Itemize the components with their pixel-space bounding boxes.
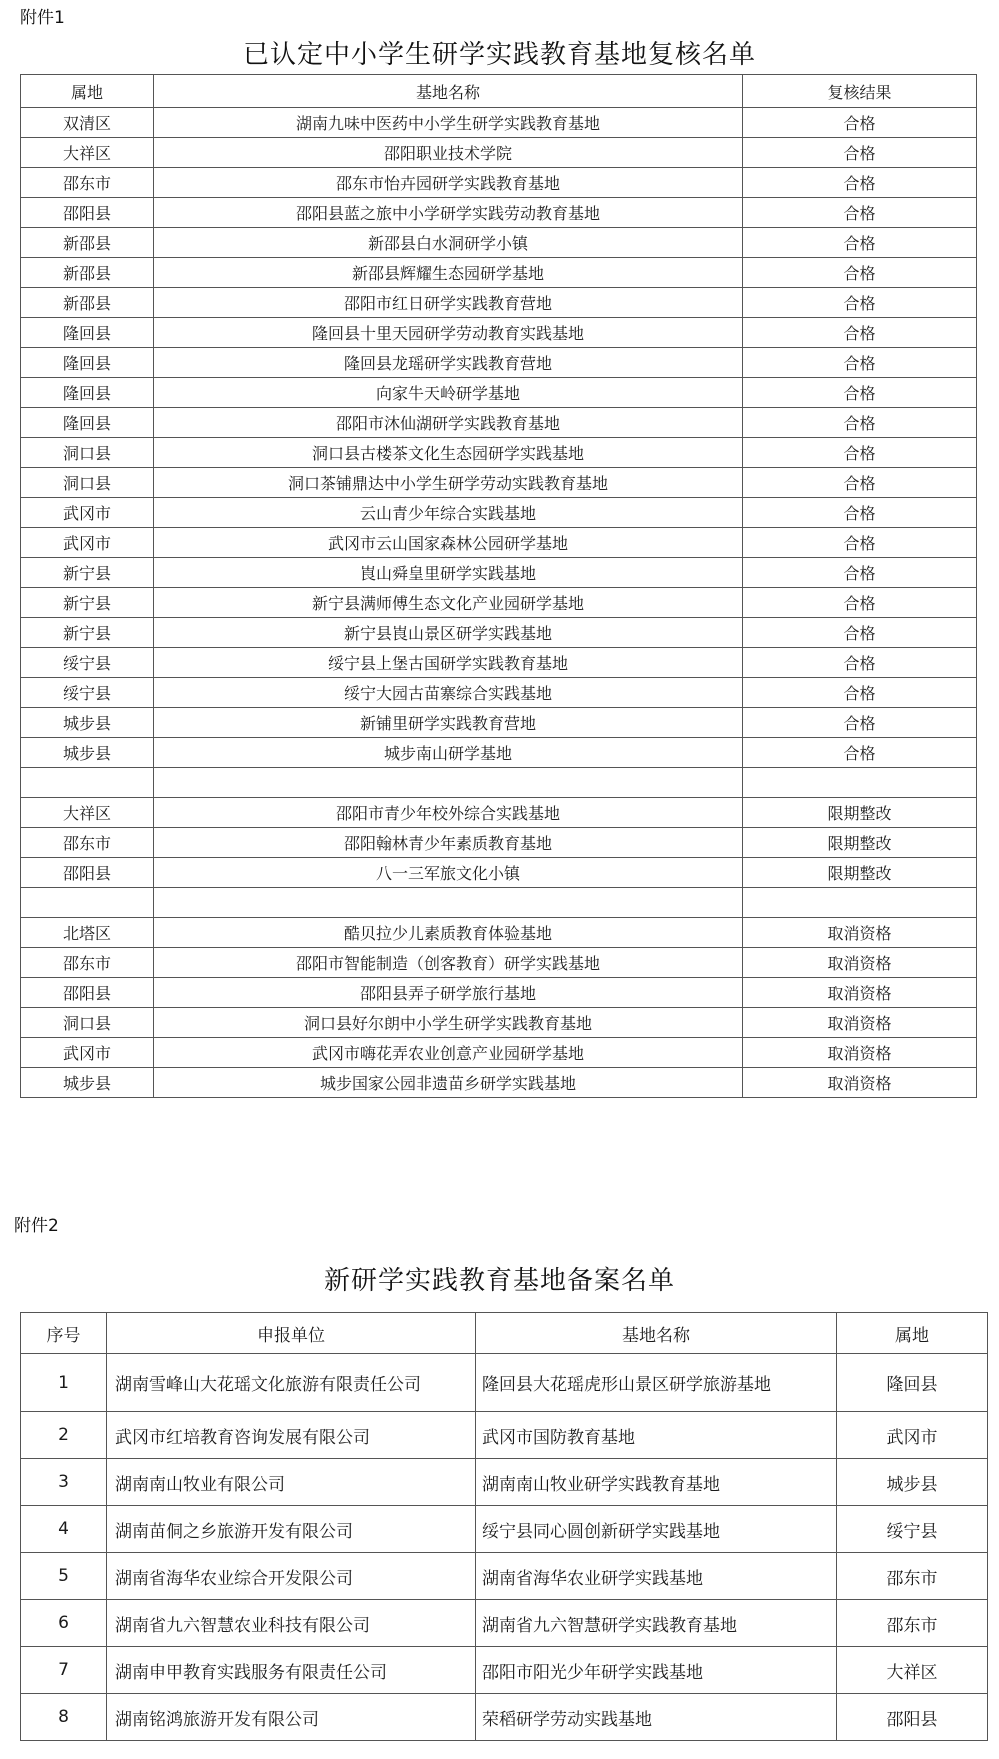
applicant-cell: 武冈市红培教育咨询发展有限公司 — [107, 1412, 476, 1459]
base-name-cell: 武冈市国防教育基地 — [476, 1412, 837, 1459]
review-result-cell: 合格 — [743, 318, 977, 348]
table-row — [21, 1008, 977, 1038]
table-row — [21, 1600, 988, 1647]
base-name-cell: 武冈市嗨花弄农业创意产业园研学基地 — [154, 1038, 743, 1068]
base-name-cell: 城步南山研学基地 — [154, 738, 743, 768]
base-name-cell: 武冈市云山国家森林公园研学基地 — [154, 528, 743, 558]
review-result-cell: 合格 — [743, 558, 977, 588]
region-cell: 新宁县 — [21, 618, 154, 648]
base-name-cell: 新宁县崀山景区研学实践基地 — [154, 618, 743, 648]
region-cell: 邵阳县 — [21, 198, 154, 228]
base-name-cell: 城步国家公园非遗苗乡研学实践基地 — [154, 1068, 743, 1098]
new-filing-list-table — [20, 1312, 988, 1741]
table-row — [21, 348, 977, 378]
base-name-cell: 隆回县龙瑶研学实践教育营地 — [154, 348, 743, 378]
base-name-cell: 酷贝拉少儿素质教育体验基地 — [154, 918, 743, 948]
region-cell: 双清区 — [21, 108, 154, 138]
review-result-cell: 合格 — [743, 468, 977, 498]
region-cell: 邵阳县 — [21, 858, 154, 888]
table-header-row — [21, 75, 977, 108]
base-name-cell: 湖南省海华农业研学实践基地 — [476, 1553, 837, 1600]
table-row — [21, 1694, 988, 1741]
table-row — [21, 888, 977, 918]
review-result-cell — [743, 768, 977, 798]
review-result-cell: 合格 — [743, 408, 977, 438]
region-cell: 绥宁县 — [21, 648, 154, 678]
table-row — [21, 978, 977, 1008]
base-name-cell: 邵阳县蓝之旅中小学研学实践劳动教育基地 — [154, 198, 743, 228]
base-name-cell: 新邵县白水洞研学小镇 — [154, 228, 743, 258]
table-row — [21, 738, 977, 768]
serial-cell: 7 — [21, 1647, 107, 1694]
review-result-cell: 合格 — [743, 528, 977, 558]
base-name-cell: 邵阳市沐仙湖研学实践教育基地 — [154, 408, 743, 438]
table-row — [21, 1553, 988, 1600]
table-row — [21, 498, 977, 528]
base-name-cell: 邵阳市红日研学实践教育营地 — [154, 288, 743, 318]
table-row — [21, 588, 977, 618]
table-header-row — [21, 1313, 988, 1354]
base-name-cell — [154, 768, 743, 798]
table-row — [21, 198, 977, 228]
applicant-cell: 湖南省九六智慧农业科技有限公司 — [107, 1600, 476, 1647]
table-row — [21, 168, 977, 198]
review-result-cell: 取消资格 — [743, 948, 977, 978]
review-result-cell: 合格 — [743, 738, 977, 768]
base-name-cell: 绥宁大园古苗寨综合实践基地 — [154, 678, 743, 708]
table-row — [21, 948, 977, 978]
region-cell: 新邵县 — [21, 228, 154, 258]
base-name-cell: 洞口县好尔朗中小学生研学实践教育基地 — [154, 1008, 743, 1038]
column-header-applicant: 申报单位 — [107, 1313, 476, 1354]
region-cell: 洞口县 — [21, 1008, 154, 1038]
region-cell: 隆回县 — [21, 408, 154, 438]
table-row — [21, 768, 977, 798]
table-row — [21, 468, 977, 498]
review-result-cell: 合格 — [743, 198, 977, 228]
review-result-cell: 取消资格 — [743, 1008, 977, 1038]
region-cell: 新宁县 — [21, 588, 154, 618]
region-cell: 北塔区 — [21, 918, 154, 948]
serial-cell: 4 — [21, 1506, 107, 1553]
base-name-cell: 隆回县十里天园研学劳动教育实践基地 — [154, 318, 743, 348]
table-row — [21, 678, 977, 708]
region-cell: 新邵县 — [21, 288, 154, 318]
column-header-review-result: 复核结果 — [743, 75, 977, 108]
region-cell: 城步县 — [21, 708, 154, 738]
review-result-cell: 限期整改 — [743, 858, 977, 888]
base-name-cell: 绥宁县同心圆创新研学实践基地 — [476, 1506, 837, 1553]
applicant-cell: 湖南雪峰山大花瑶文化旅游有限责任公司 — [107, 1354, 476, 1412]
serial-cell: 2 — [21, 1412, 107, 1459]
region-cell: 武冈市 — [21, 528, 154, 558]
table-row — [21, 708, 977, 738]
region-cell: 隆回县 — [837, 1354, 988, 1412]
region-cell: 邵阳县 — [837, 1694, 988, 1741]
applicant-cell: 湖南省海华农业综合开发限公司 — [107, 1553, 476, 1600]
region-cell: 新邵县 — [21, 258, 154, 288]
table-row — [21, 108, 977, 138]
region-cell: 邵东市 — [21, 828, 154, 858]
table-row — [21, 1459, 988, 1506]
table-row — [21, 798, 977, 828]
review-result-cell: 合格 — [743, 168, 977, 198]
review-result-cell: 合格 — [743, 108, 977, 138]
table-row — [21, 138, 977, 168]
region-cell: 绥宁县 — [21, 678, 154, 708]
review-result-cell: 合格 — [743, 228, 977, 258]
base-name-cell: 八一三军旅文化小镇 — [154, 858, 743, 888]
base-name-cell: 崀山舜皇里研学实践基地 — [154, 558, 743, 588]
review-result-cell: 合格 — [743, 378, 977, 408]
table-row — [21, 648, 977, 678]
serial-cell: 1 — [21, 1354, 107, 1412]
region-cell: 大祥区 — [837, 1647, 988, 1694]
column-header-region: 属地 — [21, 75, 154, 108]
review-list-table — [20, 74, 977, 1098]
table-row — [21, 858, 977, 888]
applicant-cell: 湖南申甲教育实践服务有限责任公司 — [107, 1647, 476, 1694]
region-cell: 城步县 — [21, 1068, 154, 1098]
region-cell: 邵东市 — [837, 1600, 988, 1647]
table-row — [21, 1412, 988, 1459]
review-result-cell: 取消资格 — [743, 1038, 977, 1068]
base-name-cell: 邵东市怡卉园研学实践教育基地 — [154, 168, 743, 198]
table-row — [21, 408, 977, 438]
region-cell: 武冈市 — [837, 1412, 988, 1459]
review-result-cell: 取消资格 — [743, 918, 977, 948]
attachment-2-title: 新研学实践教育基地备案名单 — [323, 1266, 675, 1296]
region-cell: 邵阳县 — [21, 978, 154, 1008]
region-cell: 城步县 — [837, 1459, 988, 1506]
base-name-cell: 湖南省九六智慧研学实践教育基地 — [476, 1600, 837, 1647]
region-cell: 隆回县 — [21, 318, 154, 348]
table-row — [21, 288, 977, 318]
base-name-cell: 隆回县大花瑶虎形山景区研学旅游基地 — [476, 1354, 837, 1412]
serial-cell: 5 — [21, 1553, 107, 1600]
base-name-cell: 云山青少年综合实践基地 — [154, 498, 743, 528]
review-result-cell: 合格 — [743, 618, 977, 648]
table-row — [21, 918, 977, 948]
review-result-cell: 合格 — [743, 708, 977, 738]
table-row — [21, 558, 977, 588]
review-result-cell: 合格 — [743, 348, 977, 378]
region-cell: 武冈市 — [21, 1038, 154, 1068]
region-cell: 绥宁县 — [837, 1506, 988, 1553]
table-row — [21, 1647, 988, 1694]
base-name-cell: 新邵县辉耀生态园研学基地 — [154, 258, 743, 288]
applicant-cell: 湖南苗侗之乡旅游开发有限公司 — [107, 1506, 476, 1553]
base-name-cell: 荣稻研学劳动实践基地 — [476, 1694, 837, 1741]
review-result-cell: 合格 — [743, 438, 977, 468]
review-result-cell: 合格 — [743, 138, 977, 168]
table-row — [21, 378, 977, 408]
table-row — [21, 618, 977, 648]
region-cell — [21, 768, 154, 798]
serial-cell: 6 — [21, 1600, 107, 1647]
base-name-cell: 邵阳县弄子研学旅行基地 — [154, 978, 743, 1008]
base-name-cell: 洞口县古楼茶文化生态园研学实践基地 — [154, 438, 743, 468]
base-name-cell: 邵阳市智能制造（创客教育）研学实践基地 — [154, 948, 743, 978]
base-name-cell: 邵阳市阳光少年研学实践基地 — [476, 1647, 837, 1694]
attachment-1-title: 已认定中小学生研学实践教育基地复核名单 — [242, 40, 756, 70]
applicant-cell: 湖南铭鸿旅游开发有限公司 — [107, 1694, 476, 1741]
base-name-cell: 新铺里研学实践教育营地 — [154, 708, 743, 738]
review-result-cell: 合格 — [743, 648, 977, 678]
region-cell: 武冈市 — [21, 498, 154, 528]
region-cell: 大祥区 — [21, 138, 154, 168]
base-name-cell: 绥宁县上堡古国研学实践教育基地 — [154, 648, 743, 678]
table-row — [21, 258, 977, 288]
column-header-base-name: 基地名称 — [476, 1313, 837, 1354]
base-name-cell: 向家牛天岭研学基地 — [154, 378, 743, 408]
region-cell: 隆回县 — [21, 348, 154, 378]
region-cell: 邵东市 — [21, 168, 154, 198]
table-row — [21, 528, 977, 558]
region-cell — [21, 888, 154, 918]
column-header-base-name: 基地名称 — [154, 75, 743, 108]
base-name-cell — [154, 888, 743, 918]
review-result-cell: 取消资格 — [743, 1068, 977, 1098]
base-name-cell: 湖南九味中医药中小学生研学实践教育基地 — [154, 108, 743, 138]
review-result-cell: 合格 — [743, 288, 977, 318]
region-cell: 城步县 — [21, 738, 154, 768]
region-cell: 大祥区 — [21, 798, 154, 828]
review-result-cell: 合格 — [743, 588, 977, 618]
table-row — [21, 1038, 977, 1068]
base-name-cell: 邵阳市青少年校外综合实践基地 — [154, 798, 743, 828]
base-name-cell: 洞口茶铺鼎达中小学生研学劳动实践教育基地 — [154, 468, 743, 498]
table-row — [21, 438, 977, 468]
table-row — [21, 318, 977, 348]
serial-cell: 8 — [21, 1694, 107, 1741]
table-row — [21, 228, 977, 258]
region-cell: 邵东市 — [837, 1553, 988, 1600]
column-header-serial: 序号 — [21, 1313, 107, 1354]
review-result-cell: 合格 — [743, 258, 977, 288]
region-cell: 邵东市 — [21, 948, 154, 978]
review-result-cell: 取消资格 — [743, 978, 977, 1008]
review-result-cell: 合格 — [743, 678, 977, 708]
table-row — [21, 828, 977, 858]
review-result-cell: 合格 — [743, 498, 977, 528]
base-name-cell: 邵阳职业技术学院 — [154, 138, 743, 168]
region-cell: 隆回县 — [21, 378, 154, 408]
applicant-cell: 湖南南山牧业有限公司 — [107, 1459, 476, 1506]
column-header-region: 属地 — [837, 1313, 988, 1354]
review-result-cell: 限期整改 — [743, 798, 977, 828]
review-result-cell: 限期整改 — [743, 828, 977, 858]
attachment-1-label: 附件1 — [20, 8, 65, 28]
region-cell: 新宁县 — [21, 558, 154, 588]
base-name-cell: 湖南南山牧业研学实践教育基地 — [476, 1459, 837, 1506]
serial-cell: 3 — [21, 1459, 107, 1506]
review-result-cell — [743, 888, 977, 918]
attachment-2-label: 附件2 — [14, 1216, 59, 1236]
table-row — [21, 1068, 977, 1098]
table-row — [21, 1506, 988, 1553]
base-name-cell: 新宁县满师傅生态文化产业园研学基地 — [154, 588, 743, 618]
base-name-cell: 邵阳翰林青少年素质教育基地 — [154, 828, 743, 858]
table-row — [21, 1354, 988, 1412]
region-cell: 洞口县 — [21, 438, 154, 468]
region-cell: 洞口县 — [21, 468, 154, 498]
